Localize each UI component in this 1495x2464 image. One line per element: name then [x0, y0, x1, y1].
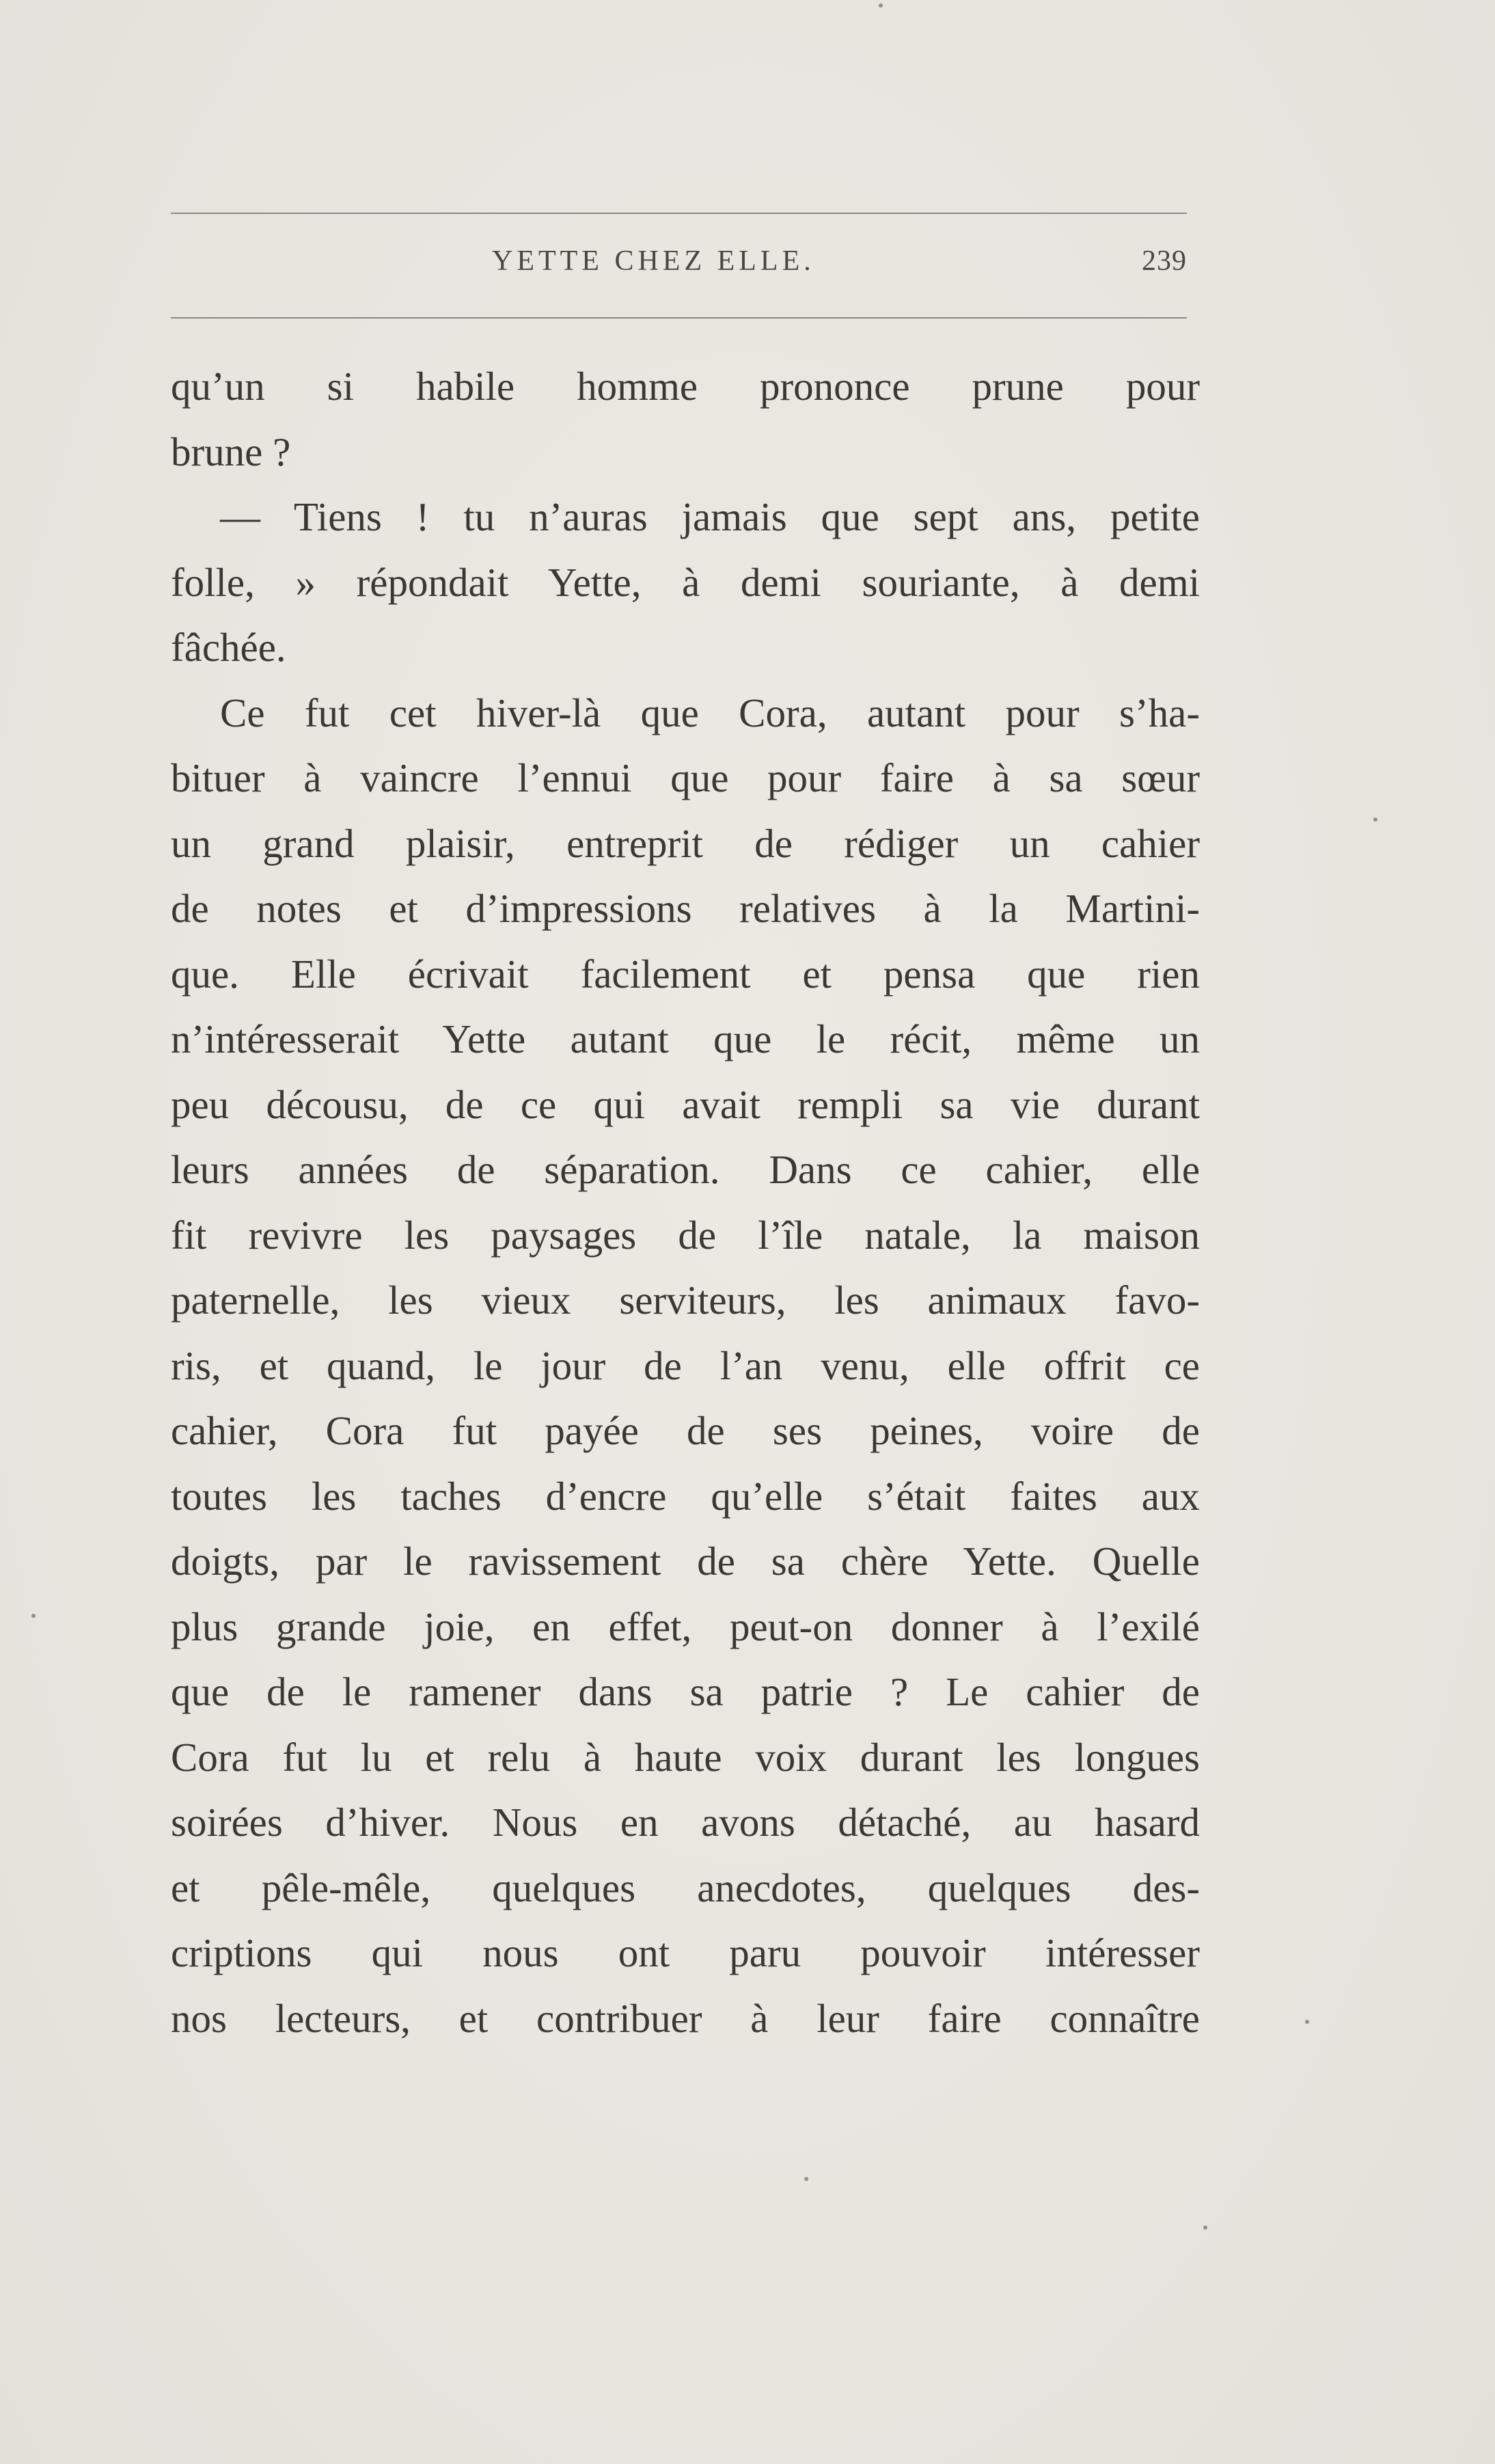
text-line: bituer à vaincre l’ennui que pour faire à sa sœur — [171, 755, 1200, 800]
paper-speck — [804, 2177, 808, 2181]
text-line: fâchée. — [171, 625, 286, 670]
text-line: un grand plaisir, entreprit de rédiger un cahier — [171, 820, 1200, 866]
text-line: plus grande joie, en effet, peut-on donner à l’exilé — [171, 1603, 1200, 1649]
header-top-rule — [171, 213, 1187, 214]
text-line: folle, » répondait Yette, à demi souriante, à demi — [171, 559, 1200, 605]
text-line: n’intéresserait Yette autant que le récit, même un — [171, 1016, 1200, 1061]
running-head — [171, 245, 1187, 293]
paper-speck — [879, 3, 883, 8]
text-line: paternelle, les vieux serviteurs, les animaux favo- — [171, 1277, 1200, 1323]
page-number: 239 — [1142, 245, 1187, 277]
body-text — [171, 354, 1200, 2051]
text-line: doigts, par le ravissement de sa chère Yette. Quelle — [171, 1539, 1200, 1584]
text-line: leurs années de séparation. Dans ce cahier, elle — [171, 1147, 1200, 1192]
text-line: cahier, Cora fut payée de ses peines, voire de — [171, 1408, 1200, 1453]
text-line: nos lecteurs, et contribuer à leur faire connaître — [171, 1995, 1200, 2041]
text-line: qu’un si habile homme prononce prune pour — [171, 364, 1200, 409]
paper-speck — [31, 1614, 36, 1618]
text-line: que de le ramener dans sa patrie ? Le cahier de — [171, 1669, 1200, 1714]
text-line: — Tiens ! tu n’auras jamais que sept ans, petite — [220, 494, 1200, 539]
text-line: que. Elle écrivait facilement et pensa que rien — [171, 951, 1200, 997]
text-line: fit revivre les paysages de l’île natale, la maison — [171, 1212, 1200, 1258]
text-line: soirées d’hiver. Nous en avons détaché, au hasard — [171, 1800, 1200, 1845]
running-title: YETTE CHEZ ELLE. — [492, 245, 815, 277]
text-line: et pêle-mêle, quelques anecdotes, quelques des- — [171, 1865, 1200, 1910]
header-bottom-rule — [171, 317, 1187, 319]
text-line: ris, et quand, le jour de l’an venu, elle offrit ce — [171, 1342, 1200, 1388]
paper-speck — [1305, 2020, 1309, 2024]
paper-speck — [1373, 817, 1377, 822]
text-line: de notes et d’impressions relatives à la Martini- — [171, 886, 1200, 931]
text-line: toutes les taches d’encre qu’elle s’était faites aux — [171, 1473, 1200, 1519]
text-line: peu décousu, de ce qui avait rempli sa vie durant — [171, 1081, 1200, 1127]
text-line: Cora fut lu et relu à haute voix durant les longues — [171, 1734, 1200, 1780]
text-line: brune ? — [171, 429, 291, 474]
text-line: criptions qui nous ont paru pouvoir intéresser — [171, 1930, 1200, 1975]
paper-speck — [1203, 2225, 1207, 2230]
text-line: Ce fut cet hiver-là que Cora, autant pour s’ha- — [220, 690, 1200, 735]
